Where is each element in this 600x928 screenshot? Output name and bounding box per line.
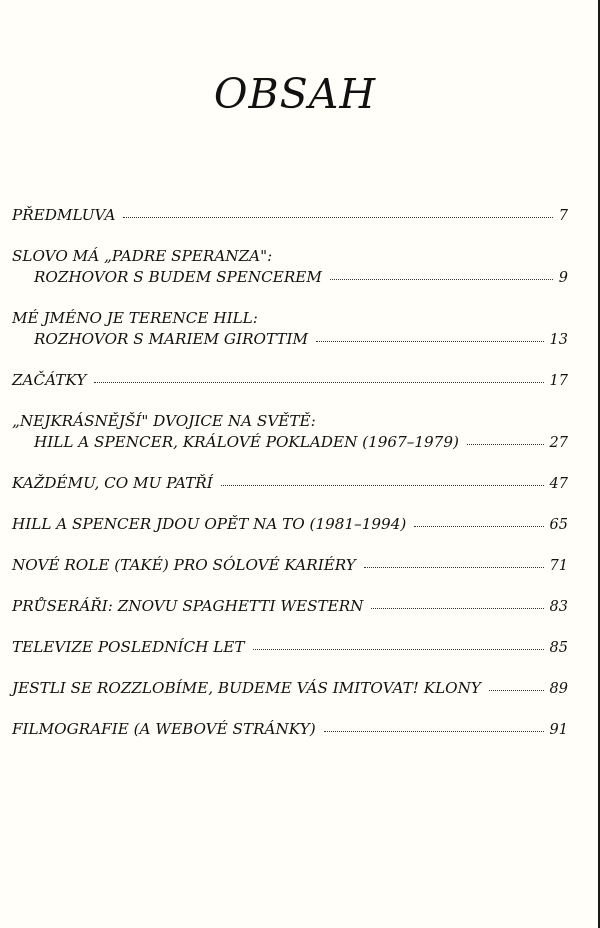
toc-entry[interactable] (12, 678, 568, 700)
toc-page-number: 7 (558, 208, 568, 224)
toc-page-number: 91 (549, 722, 568, 738)
toc-entry[interactable] (12, 637, 568, 659)
dot-leader (123, 217, 552, 218)
toc-entry-title: PRŮSERÁŘI: ZNOVU SPAGHETTI WESTERN (12, 597, 364, 615)
dot-leader (330, 279, 553, 280)
toc-entry[interactable] (12, 555, 568, 577)
dot-leader (324, 731, 544, 732)
toc-page-number: 89 (549, 681, 568, 697)
toc-entry[interactable] (12, 473, 568, 495)
toc-entry-title: ZAČÁTKY (12, 371, 87, 389)
toc-entry-title: FILMOGRAFIE (A WEBOVÉ STRÁNKY) (12, 720, 316, 738)
dot-leader (467, 444, 544, 445)
toc-page-number: 65 (549, 517, 568, 533)
toc-entry-title: MÉ JMÉNO JE TERENCE HILL: (12, 309, 258, 327)
toc-entry[interactable] (12, 370, 568, 392)
toc-entry-title: „NEJKRÁSNĚJŠÍ" DVOJICE NA SVĚTĚ: (12, 412, 316, 430)
dot-leader (253, 649, 544, 650)
toc-entry-title: PŘEDMLUVA (12, 206, 116, 224)
toc-page-number: 13 (549, 332, 568, 348)
dot-leader (414, 526, 543, 527)
toc-entry[interactable] (12, 514, 568, 536)
toc-entry-title: HILL A SPENCER JDOU OPĚT NA TO (1981–1994) (12, 515, 407, 533)
toc-entry-title: NOVÉ ROLE (TAKÉ) PRO SÓLOVÉ KARIÉRY (12, 556, 356, 574)
toc-page-number: 17 (549, 373, 568, 389)
dot-leader (221, 485, 544, 486)
toc-entry[interactable] (12, 719, 568, 741)
page-title: OBSAH (213, 70, 377, 118)
toc-entry-title: HILL A SPENCER, KRÁLOVÉ POKLADEN (1967–1979) (34, 433, 459, 451)
dot-leader (316, 341, 544, 342)
toc-entry[interactable] (12, 246, 568, 289)
toc-page-number: 27 (549, 435, 568, 451)
toc-page-number: 85 (549, 640, 568, 656)
table-of-contents (12, 205, 568, 760)
toc-page-number: 83 (549, 599, 568, 615)
toc-entry-title: ROZHOVOR S BUDEM SPENCEREM (34, 268, 322, 286)
toc-entry[interactable] (12, 411, 568, 454)
toc-page-number: 9 (558, 270, 568, 286)
dot-leader (371, 608, 543, 609)
toc-entry-title: TELEVIZE POSLEDNÍCH LET (12, 638, 245, 656)
dot-leader (364, 567, 544, 568)
toc-entry[interactable] (12, 308, 568, 351)
toc-entry-title: JESTLI SE ROZZLOBÍME, BUDEME VÁS IMITOVAT! KLONY (12, 679, 481, 697)
toc-entry-title: KAŽDÉMU, CO MU PATŘÍ (12, 474, 213, 492)
dot-leader (94, 382, 543, 383)
toc-entry-title: ROZHOVOR S MARIEM GIROTTIM (34, 330, 309, 348)
toc-entry-title: SLOVO MÁ „PADRE SPERANZA": (12, 247, 273, 265)
toc-page-number: 47 (549, 476, 568, 492)
toc-page-number: 71 (549, 558, 568, 574)
toc-entry[interactable] (12, 596, 568, 618)
toc-entry[interactable] (12, 205, 568, 227)
dot-leader (489, 690, 544, 691)
